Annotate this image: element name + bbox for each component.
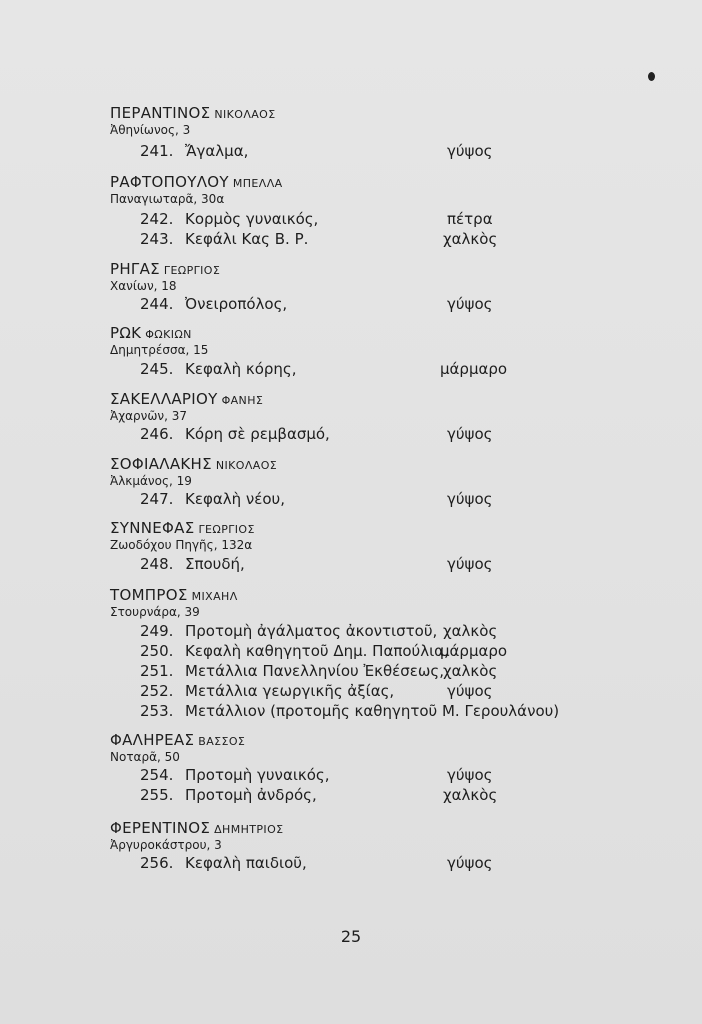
artwork-title: Προτομὴ ἀνδρός, bbox=[185, 786, 317, 804]
artist-firstname: ΝΙΚΟΛΑΟΣ bbox=[214, 108, 276, 121]
artist-surname: ΠΕΡΑΝΤΙΝΟΣ bbox=[110, 104, 211, 122]
artwork-row bbox=[0, 294, 702, 314]
artist-surname: ΣΟΦΙΑΛΑΚΗΣ bbox=[110, 455, 212, 473]
artist-firstname: ΦΩΚΙΩΝ bbox=[145, 328, 192, 341]
artist-name bbox=[110, 519, 255, 539]
artist-address: Ἀθηνίωνος, 3 bbox=[110, 123, 191, 137]
artist-name bbox=[110, 586, 238, 606]
artist-address: Ἀχαρνῶν, 37 bbox=[110, 409, 188, 423]
artwork-row bbox=[0, 554, 702, 574]
artwork-material: γύψος bbox=[447, 425, 493, 443]
artwork-row bbox=[0, 359, 702, 379]
artwork-number: 248. bbox=[140, 555, 174, 573]
artist-firstname: ΜΠΕΛΛΑ bbox=[232, 177, 283, 190]
artwork-number: 255. bbox=[140, 786, 174, 804]
artist-surname: ΤΟΜΠΡΟΣ bbox=[110, 586, 188, 604]
artist-surname: ΦΑΛΗΡΕΑΣ bbox=[110, 731, 195, 749]
artwork-number: 253. bbox=[140, 702, 174, 720]
artwork-material: πέτρα bbox=[447, 210, 493, 228]
artist-firstname: ΓΕΩΡΓΙΟΣ bbox=[163, 264, 221, 277]
artwork-row bbox=[0, 641, 702, 661]
artwork-title: Μετάλλια Πανελληνίου Ἐκθέσεως, bbox=[185, 662, 444, 680]
artist-firstname: ΒΑΣΣΟΣ bbox=[198, 735, 246, 748]
artwork-row bbox=[0, 489, 702, 509]
artwork-number: 242. bbox=[140, 210, 174, 228]
artwork-number: 250. bbox=[140, 642, 174, 660]
artist-address: Ἀλκμάνος, 19 bbox=[110, 474, 192, 488]
artwork-number: 252. bbox=[140, 682, 174, 700]
artist-surname: ΡΑΦΤΟΠΟΥΛΟΥ bbox=[110, 173, 229, 191]
artist-firstname: ΓΕΩΡΓΙΟΣ bbox=[198, 523, 255, 536]
artwork-row bbox=[0, 853, 702, 873]
artwork-row bbox=[0, 229, 702, 249]
artist-firstname: ΜΙΧΑΗΛ bbox=[191, 590, 238, 603]
artwork-number: 249. bbox=[140, 622, 174, 640]
artwork-material: χαλκὸς bbox=[443, 662, 498, 680]
artwork-number: 246. bbox=[140, 425, 174, 443]
artist-address: Νοταρᾶ, 50 bbox=[110, 750, 180, 764]
artwork-title: Ὀνειροπόλος, bbox=[185, 295, 288, 313]
artist-name bbox=[110, 104, 276, 124]
artwork-material: γύψος bbox=[447, 766, 493, 784]
artwork-title: Μετάλλια γεωργικῆς ἀξίας, bbox=[185, 682, 395, 700]
artwork-material: χαλκὸς bbox=[443, 786, 498, 804]
artwork-material: χαλκὸς bbox=[443, 230, 498, 248]
artwork-row bbox=[0, 209, 702, 229]
artwork-row bbox=[0, 621, 702, 641]
artwork-title: Κεφάλι Κας Β. Ρ. bbox=[185, 230, 309, 248]
artwork-title: Μετάλλιον (προτομῆς καθηγητοῦ Μ. Γερουλάνου) bbox=[185, 702, 560, 720]
artist-address: Ζωοδόχου Πηγῆς, 132α bbox=[110, 538, 253, 552]
artwork-material: μάρμαρο bbox=[440, 642, 508, 660]
artist-surname: ΡΗΓΑΣ bbox=[110, 260, 160, 278]
artist-firstname: ΦΑΝΗΣ bbox=[221, 394, 264, 407]
artwork-material: γύψος bbox=[447, 682, 493, 700]
artist-address: Χανίων, 18 bbox=[110, 279, 177, 293]
artist-name bbox=[110, 731, 245, 751]
artwork-number: 245. bbox=[140, 360, 174, 378]
artist-name bbox=[110, 390, 263, 410]
artist-name bbox=[110, 324, 192, 344]
artwork-title: Κόρη σὲ ρεμβασμό, bbox=[185, 425, 330, 443]
artist-surname: ΦΕΡΕΝΤΙΝΟΣ bbox=[110, 819, 211, 837]
artwork-title: Κορμὸς γυναικός, bbox=[185, 210, 319, 228]
artist-address: Στουρνάρα, 39 bbox=[110, 605, 200, 619]
artist-address: Δημητρέσσα, 15 bbox=[110, 343, 209, 357]
artwork-number: 256. bbox=[140, 854, 174, 872]
artwork-title: Προτομὴ ἀγάλματος ἀκοντιστοῦ, bbox=[185, 622, 438, 640]
artwork-material: γύψος bbox=[447, 142, 493, 160]
artwork-material: γύψος bbox=[447, 854, 493, 872]
artwork-title: Ἄγαλμα, bbox=[185, 142, 249, 160]
artwork-number: 254. bbox=[140, 766, 174, 784]
artist-name bbox=[110, 455, 277, 475]
artist-name bbox=[110, 173, 283, 193]
artwork-row bbox=[0, 701, 702, 721]
artwork-material: χαλκὸς bbox=[443, 622, 498, 640]
artwork-title: Κεφαλὴ κόρης, bbox=[185, 360, 297, 378]
artwork-row bbox=[0, 765, 702, 785]
artist-surname: ΡΩΚ bbox=[110, 324, 142, 342]
artist-firstname: ΝΙΚΟΛΑΟΣ bbox=[215, 459, 278, 472]
artwork-title: Κεφαλὴ παιδιοῦ, bbox=[185, 854, 307, 872]
artwork-number: 247. bbox=[140, 490, 174, 508]
artist-address: Ἀργυροκάστρου, 3 bbox=[110, 838, 222, 852]
artwork-material: γύψος bbox=[447, 555, 493, 573]
artist-address: Παναγιωταρᾶ, 30α bbox=[110, 192, 225, 206]
artist-surname: ΣΥΝΝΕΦΑΣ bbox=[110, 519, 195, 537]
artwork-material: μάρμαρο bbox=[440, 360, 508, 378]
artwork-number: 243. bbox=[140, 230, 174, 248]
ink-speck bbox=[648, 72, 655, 81]
artist-name bbox=[110, 819, 284, 839]
artwork-row bbox=[0, 424, 702, 444]
artwork-row bbox=[0, 661, 702, 681]
artist-name bbox=[110, 260, 220, 280]
artist-firstname: ΔΗΜΗΤΡΙΟΣ bbox=[214, 823, 284, 836]
artwork-material: γύψος bbox=[447, 295, 493, 313]
artwork-title: Προτομὴ γυναικός, bbox=[185, 766, 330, 784]
page-number: 25 bbox=[340, 927, 362, 946]
artwork-number: 244. bbox=[140, 295, 174, 313]
artwork-title: Κεφαλὴ νέου, bbox=[185, 490, 285, 508]
artist-surname: ΣΑΚΕΛΛΑΡΙΟΥ bbox=[110, 390, 218, 408]
artwork-row bbox=[0, 681, 702, 701]
artwork-material: γύψος bbox=[447, 490, 493, 508]
artwork-number: 251. bbox=[140, 662, 174, 680]
artwork-number: 241. bbox=[140, 142, 174, 160]
artwork-row bbox=[0, 141, 702, 161]
artwork-title: Κεφαλὴ καθηγητοῦ Δημ. Παπούλια, bbox=[185, 642, 449, 660]
artwork-row bbox=[0, 785, 702, 805]
artwork-title: Σπουδή, bbox=[185, 555, 245, 573]
